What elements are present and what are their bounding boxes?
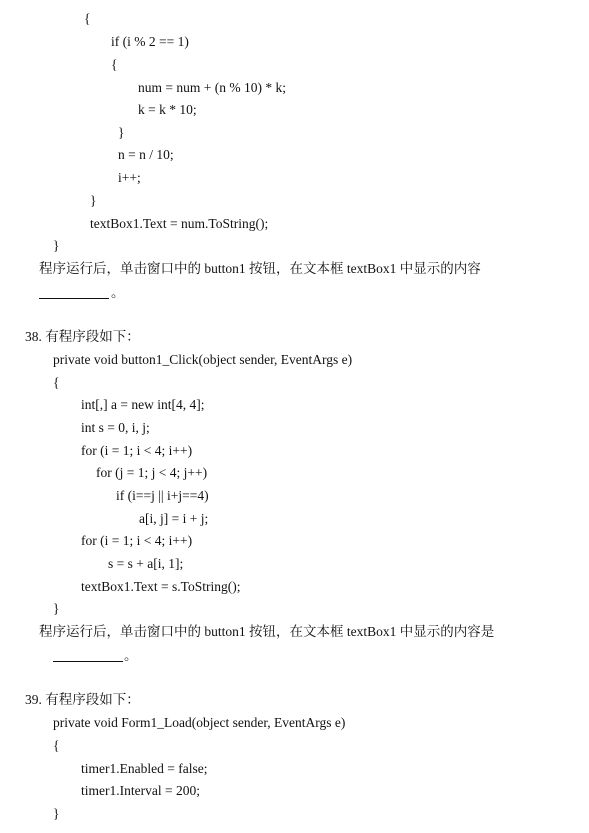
code-line: a[i, j] = i + j; <box>139 511 209 526</box>
code-line: private void button1_Click(object sender, EventArgs e) <box>53 352 353 367</box>
q38-heading: 38. 有程序段如下： <box>25 329 140 344</box>
code-line: k = k * 10; <box>138 102 197 117</box>
code-line: } <box>53 806 60 821</box>
code-line: private void Form1_Load(object sender, EventArgs e) <box>53 715 346 730</box>
code-line: timer1.Enabled = false; <box>81 761 208 776</box>
q38-end-mark: 。 <box>124 648 138 663</box>
q37-end-mark: 。 <box>111 285 125 300</box>
code-line: } <box>53 238 60 253</box>
code-line: i++; <box>118 170 141 185</box>
code-line: { <box>111 57 118 72</box>
code-line: { <box>53 375 60 390</box>
code-line: if (i % 2 == 1) <box>111 34 189 49</box>
code-line: n = n / 10; <box>118 147 174 162</box>
code-line: int s = 0, i, j; <box>81 420 150 435</box>
code-line: for (i = 1; i < 4; i++) <box>81 533 193 548</box>
code-line: } <box>53 601 60 616</box>
code-line: if (i==j || i+j==4) <box>116 488 209 503</box>
code-line: for (j = 1; j < 4; j++) <box>96 465 208 480</box>
q37-answer-blank[interactable] <box>39 298 109 299</box>
code-line: { <box>84 11 91 26</box>
code-line: timer1.Interval = 200; <box>81 783 200 798</box>
code-line: { <box>53 738 60 753</box>
q38-prompt: 程序运行后，单击窗口中的 button1 按钮，在文本框 textBox1 中显示的内容是 <box>39 624 495 639</box>
code-line: num = num + (n % 10) * k; <box>138 80 286 95</box>
code-line: textBox1.Text = s.ToString(); <box>81 579 241 594</box>
code-line: textBox1.Text = num.ToString(); <box>90 216 269 231</box>
q37-prompt: 程序运行后，单击窗口中的 button1 按钮，在文本框 textBox1 中显示的内容 <box>39 261 481 276</box>
code-line: } <box>90 193 97 208</box>
code-line: for (i = 1; i < 4; i++) <box>81 443 193 458</box>
code-line: int[,] a = new int[4, 4]; <box>81 397 205 412</box>
q38-answer-blank[interactable] <box>53 661 123 662</box>
q39-heading: 39. 有程序段如下： <box>25 692 140 707</box>
code-line: } <box>118 125 125 140</box>
code-line: s = s + a[i, 1]; <box>108 556 184 571</box>
